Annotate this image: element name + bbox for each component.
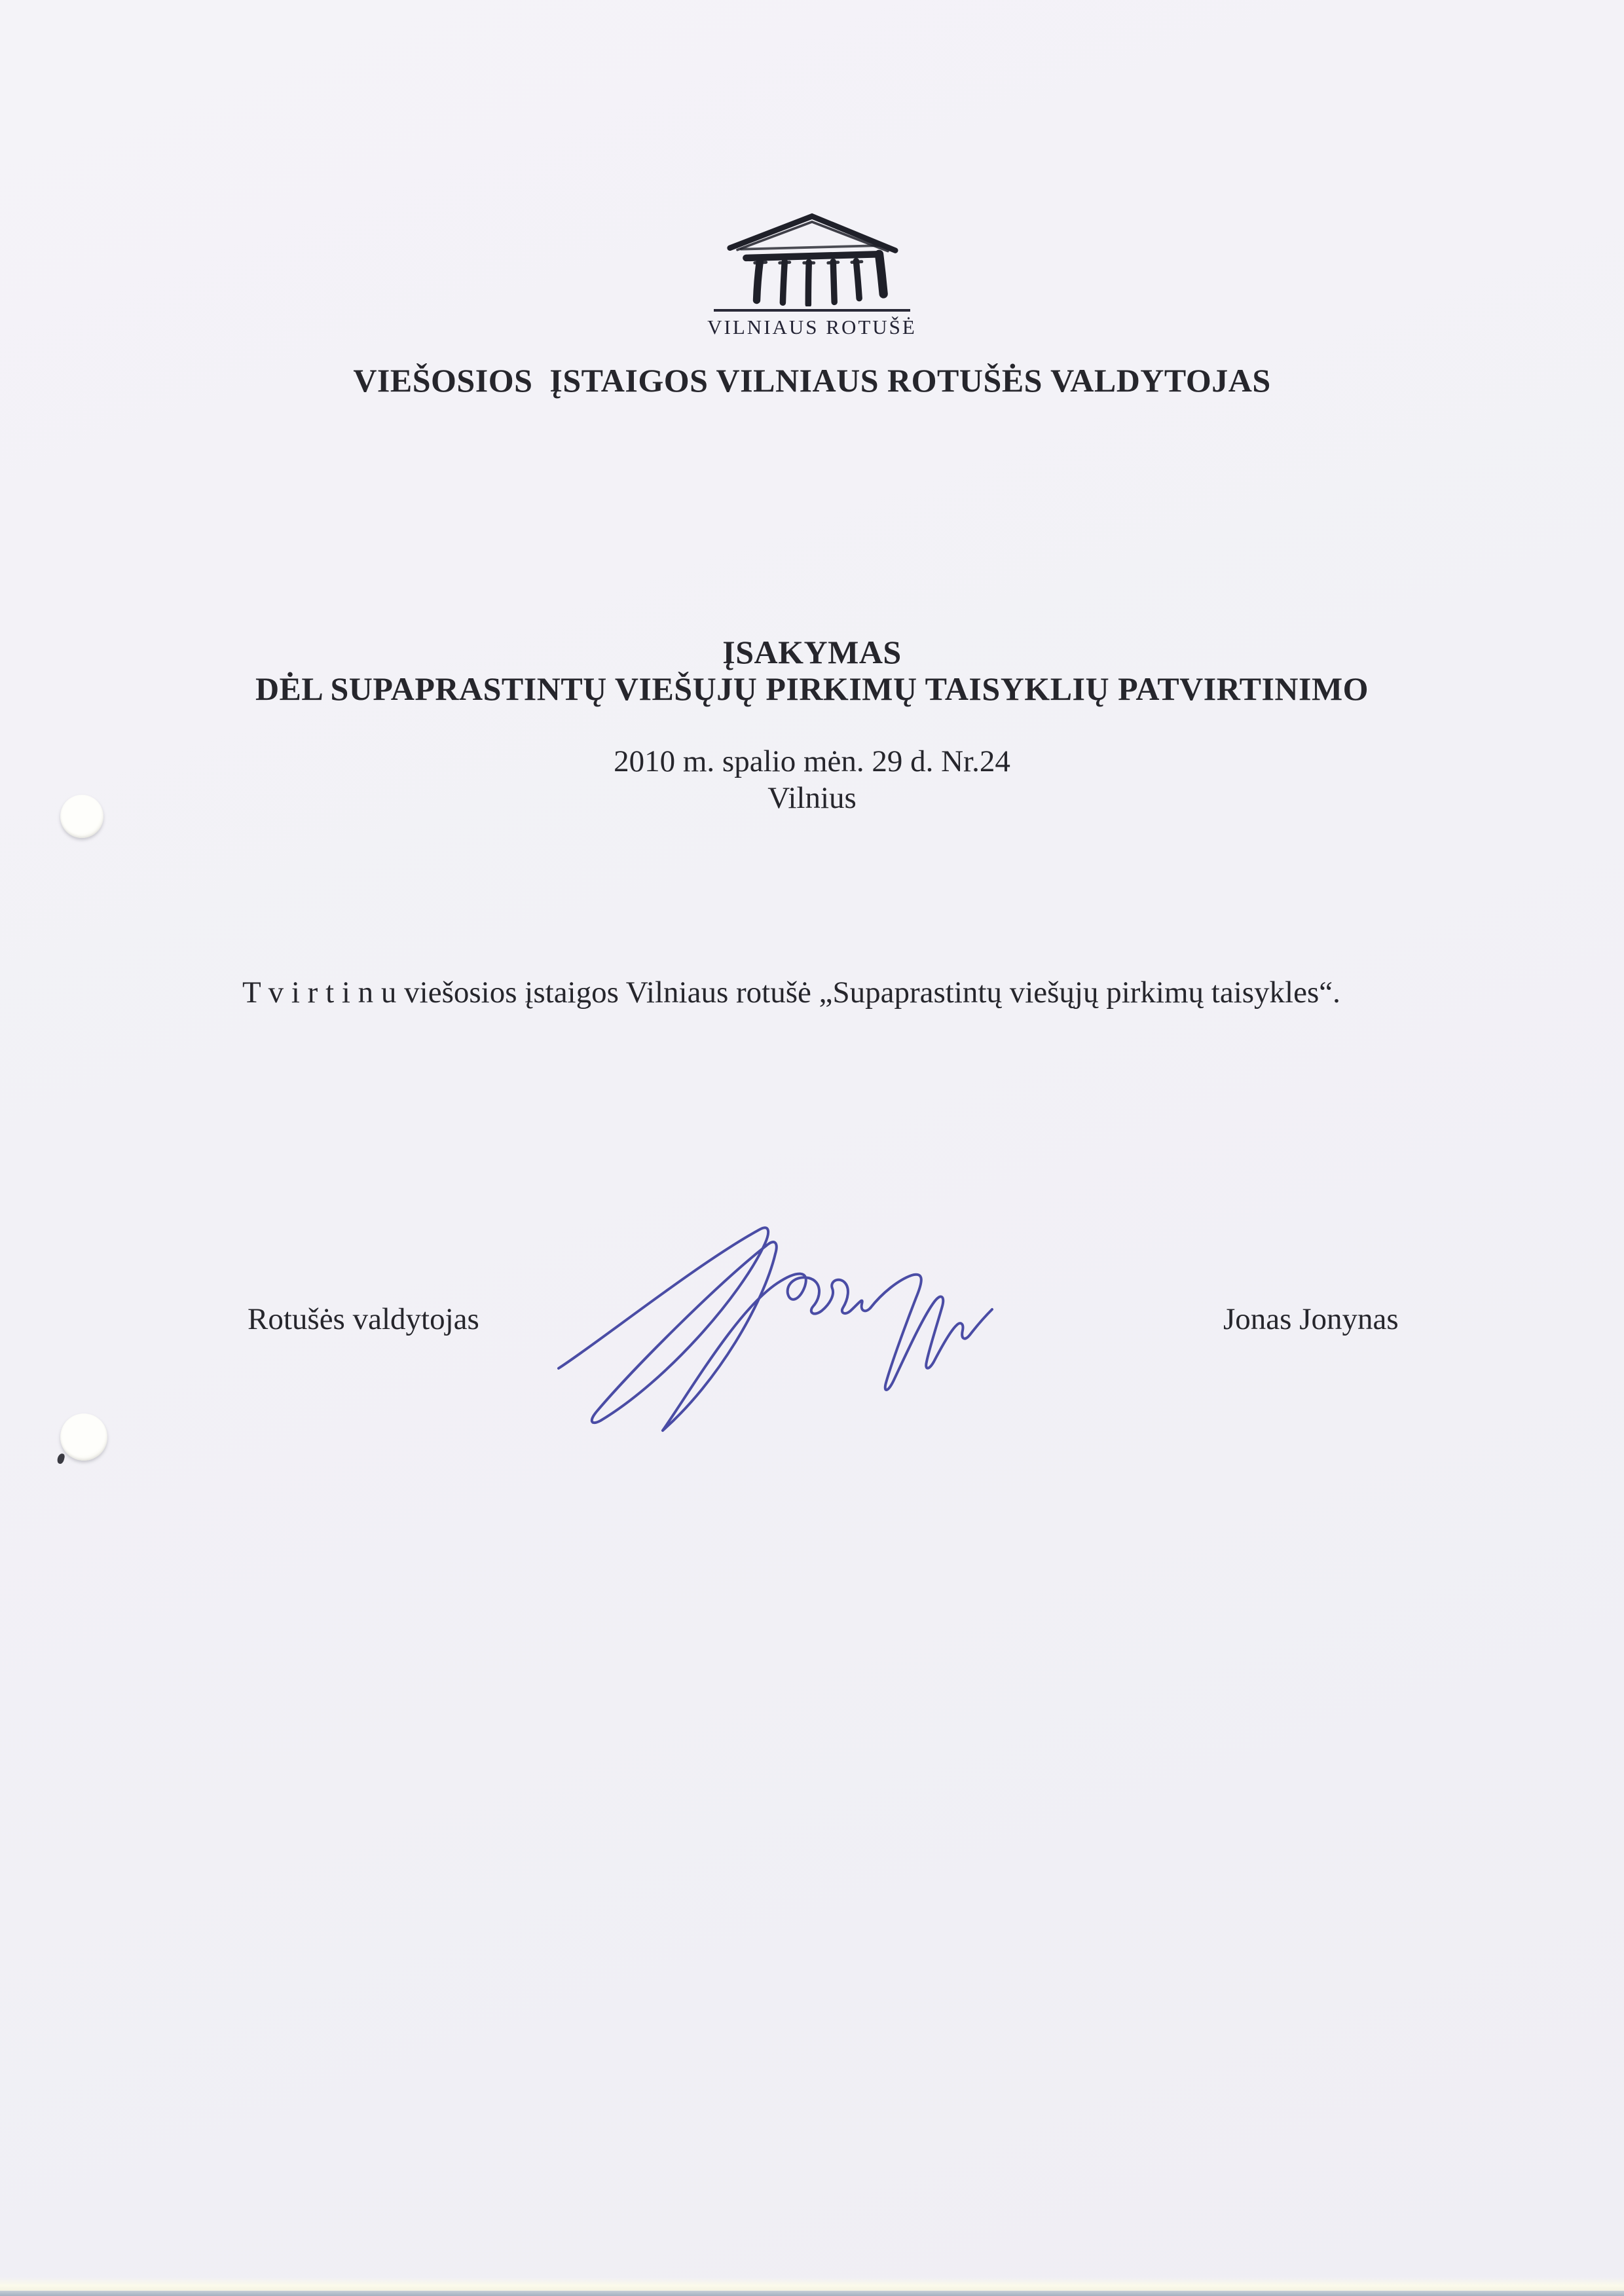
body-paragraph: T v i r t i n u viešosios įstaigos Vilniaus rotušė „Supaprastintų viešųjų pirkimų taisykles“. — [242, 975, 1340, 1010]
organization-header: VIEŠOSIOS ĮSTAIGOS VILNIAUS ROTUŠĖS VALDYTOJAS — [353, 362, 1271, 399]
town-hall-temple-icon — [717, 208, 907, 306]
hole-punch-bottom — [60, 1413, 107, 1461]
ink-speck — [56, 1453, 65, 1465]
document-date-line: 2010 m. spalio mėn. 29 d. Nr.24 — [614, 744, 1010, 778]
signer-role-label: Rotušės valdytojas — [248, 1302, 479, 1336]
scan-edge-band-light — [0, 2277, 1624, 2291]
handwritten-signature — [501, 1203, 1012, 1465]
scan-edge-band-dark — [0, 2291, 1624, 2296]
hole-punch-top — [60, 795, 103, 838]
document-title-line2: DĖL SUPAPRASTINTŲ VIEŠŲJŲ PIRKIMŲ TAISYKLIŲ PATVIRTINIMO — [255, 670, 1369, 707]
logo-caption: VILNIAUS ROTUŠĖ — [707, 316, 917, 338]
document-title — [0, 634, 1624, 707]
logo-divider-line — [714, 309, 910, 312]
document-city: Vilnius — [767, 781, 857, 815]
signer-name: Jonas Jonynas — [1223, 1302, 1399, 1336]
organization-logo — [0, 208, 1624, 339]
document-title-line1: ĮSAKYMAS — [722, 634, 902, 670]
